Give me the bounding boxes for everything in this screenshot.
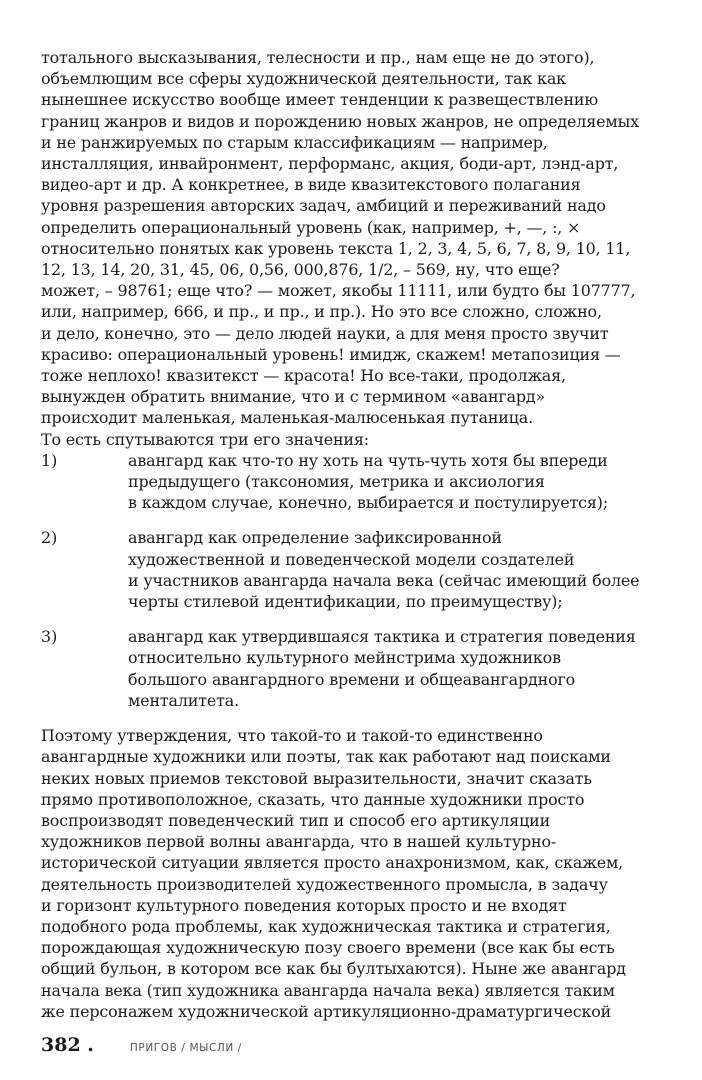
text-line: деятельность производителей художественного промысла, в задачу [41,874,608,894]
text-line: начала века (тип художника авангарда начала века) является таким [41,980,615,1000]
running-head: ПРИГОВ / МЫСЛИ / [129,1042,242,1054]
text-line: общий бульон, в котором все как бы бултыхаются). Ныне же авангард [41,959,626,979]
text-line: в каждом случае, конечно, выбирается и постулируется); [128,493,609,513]
text-line: вынужден обратить внимание, что и с термином «авангард» [41,387,546,407]
list-item-number: 1) [41,450,58,470]
page-footer [41,1034,242,1056]
numbered-list [41,450,663,711]
text-line: уровня разрешения авторских задач, амбиций и переживаний надо [41,196,606,216]
text-line: относительно культурного мейнстрима художников [128,648,561,668]
text-line: неких новых приемов текстовой выразительности, значит сказать [41,768,592,788]
text-line: определить операциональный уровень (как, например, +, —, :, × [41,217,581,237]
text-line: и участников авангарда начала века (сейчас имеющий более [128,570,640,590]
list-item [41,450,663,514]
text-line: То есть спутываются три его значения: [41,429,369,449]
text-line: 12, 13, 14, 20, 31, 45, 06, 0,56, 000,876, 1/2, – 569, ну, что еще? [41,260,560,280]
page-body [41,47,663,1022]
text-line: подобного рода проблемы, как художническая тактика и стратегия, [41,916,611,936]
text-line: исторической ситуации является просто анахронизмом, как, скажем, [41,853,624,873]
text-line: красиво: операциональный уровень! имидж, скажем! метапозиция — [41,344,621,364]
text-line: границ жанров и видов и порождению новых жанров, не определяемых [41,111,639,131]
text-line: Поэтому утверждения, что такой-то и такой-то единственно [41,726,543,746]
list-item-text [128,626,663,711]
text-line: тотального высказывания, телесности и пр., нам еще не до этого), [41,48,595,67]
list-item-number: 3) [41,627,58,647]
text-line: авангард как определение зафиксированной [128,528,502,548]
list-item-number: 2) [41,528,58,548]
text-line: художников первой волны авангарда, что в нашей культурно- [41,832,557,852]
list-item [41,626,663,711]
text-line: порождающая художническую позу своего времени (все как бы есть [41,938,615,958]
paragraph-1 [41,47,663,450]
text-line: воспроизводят поведенческий тип и способ его артикуляции [41,810,551,830]
page-number: 382 . [41,1034,94,1056]
text-line: или, например, 666, и пр., и пр., и пр.). Но это все сложно, сложно, [41,302,602,322]
list-item-text [128,450,663,514]
text-line: нынешнее искусство вообще имеет тенденции к развеществлению [41,90,599,110]
text-line: авангардные художники или поэты, так как работают над поисками [41,747,611,767]
list-item-text [128,527,663,612]
text-line: авангард как утвердившаяся тактика и стратегия поведения [128,627,636,647]
text-line: и горизонт культурного поведения которых просто и не входят [41,895,567,915]
list-item [41,527,663,612]
text-line: прямо противоположное, сказать, что данные художники просто [41,789,585,809]
text-line: и не ранжируемых по старым классификациям — например, [41,132,548,152]
text-line: инсталляция, инвайронмент, перформанс, акция, боди-арт, лэнд-арт, [41,154,619,174]
text-line: видео-арт и др. А конкретнее, в виде квазитекстового полагания [41,175,581,195]
text-line: может, – 98761; еще что? — может, якобы 11111, или будто бы 107777, [41,281,636,301]
text-line: тоже неплохо! квазитекст — красота! Но все-таки, продолжая, [41,366,566,386]
text-line: происходит маленькая, маленькая-малюсенькая путаница. [41,408,534,428]
text-line: художественной и поведенческой модели создателей [128,549,575,569]
text-line: и дело, конечно, это — дело людей науки, а для меня просто звучит [41,323,609,343]
text-line: авангард как что-то ну хоть на чуть-чуть хотя бы впереди [128,450,608,470]
text-line: объемлющим все сферы художнической деятельности, так как [41,69,566,89]
text-line: менталитета. [128,690,240,710]
text-line: черты стилевой идентификации, по преимуществу); [128,592,563,612]
text-line: относительно понятых как уровень текста 1, 2, 3, 4, 5, 6, 7, 8, 9, 10, 11, [41,238,631,258]
text-line: предыдущего (таксономия, метрика и аксиология [128,472,545,492]
text-line: же персонажем художнической артикуляционно-драматургической [41,1001,612,1021]
text-line: большого авангардного времени и общеавангардного [128,669,576,689]
paragraph-2 [41,725,663,1022]
